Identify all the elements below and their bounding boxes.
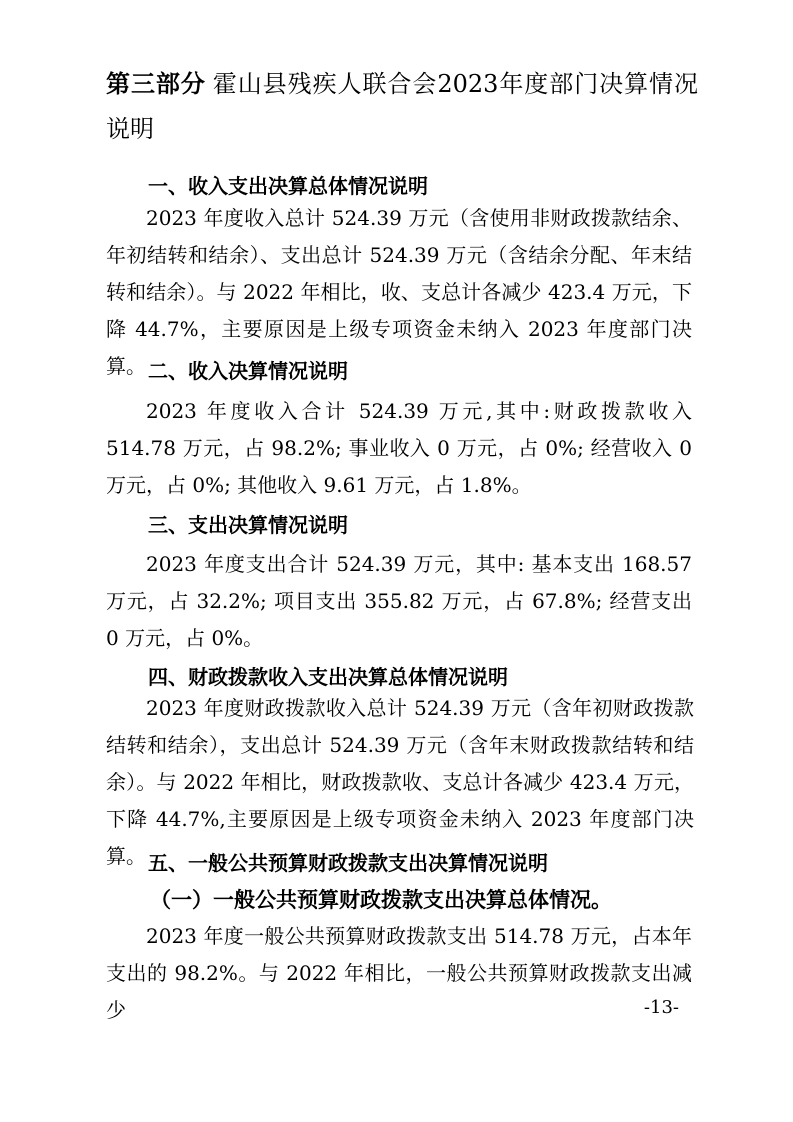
- section-5-heading: 五、一般公共预算财政拨款支出决算情况说明: [148, 851, 548, 875]
- page-number: -13-: [643, 997, 679, 1018]
- section-2-paragraph: 2023 年度收入合计 524.39 万元,其中:财政拨款收入 514.78 万元，占 98.2%; 事业收入 0 万元，占 0%; 经营收入 0 万元，占 0%; 其他收入 9.61 万元，占 1.8%。: [106, 399, 692, 497]
- section-4-paragraph: 2023 年度财政拨款收入总计 524.39 万元（含年初财政拨款结转和结余），支出总计 524.39 万元（含年末财政拨款结转和结余）。与 2022 年相比，财政拨款收、支总计各减少 423.4 万元，下降 44.7%,主要原因是上级专项资金未纳入 2023 年度部门决算。: [106, 696, 694, 868]
- page-title: [106, 62, 698, 152]
- section-5-subheading: （一）一般公共预算财政拨款支出决算总体情况。: [150, 888, 612, 912]
- title-part-label: 第三部分: [106, 70, 206, 98]
- section-4-heading: 四、财政拨款收入支出决算总体情况说明: [148, 665, 508, 689]
- title-text: 霍山县残疾人联合会2023年度部门决算情况说明: [106, 70, 699, 143]
- section-2-heading: 二、收入决算情况说明: [148, 359, 348, 383]
- section-5-paragraph: 2023 年度一般公共预算财政拨款支出 514.78 万元，占本年支出的 98.2%。与 2022 年相比，一般公共预算财政拨款支出减少: [106, 924, 692, 1022]
- section-3-heading: 三、支出决算情况说明: [148, 513, 348, 537]
- section-1-heading: 一、收入支出决算总体情况说明: [148, 174, 428, 198]
- section-1-paragraph: 2023 年度收入总计 524.39 万元（含使用非财政拨款结余、年初结转和结余）、支出总计 524.39 万元（含结余分配、年末结转和结余）。与 2022 年相比，收、支总计各减少 423.4 万元，下降 44.7%，主要原因是上级专项资金未纳入 2023 年度部门决算。: [106, 206, 692, 378]
- section-3-paragraph: 2023 年度支出合计 524.39 万元，其中: 基本支出 168.57 万元，占 32.2%; 项目支出 355.82 万元，占 67.8%; 经营支出 0 万元，占 0%。: [106, 552, 692, 650]
